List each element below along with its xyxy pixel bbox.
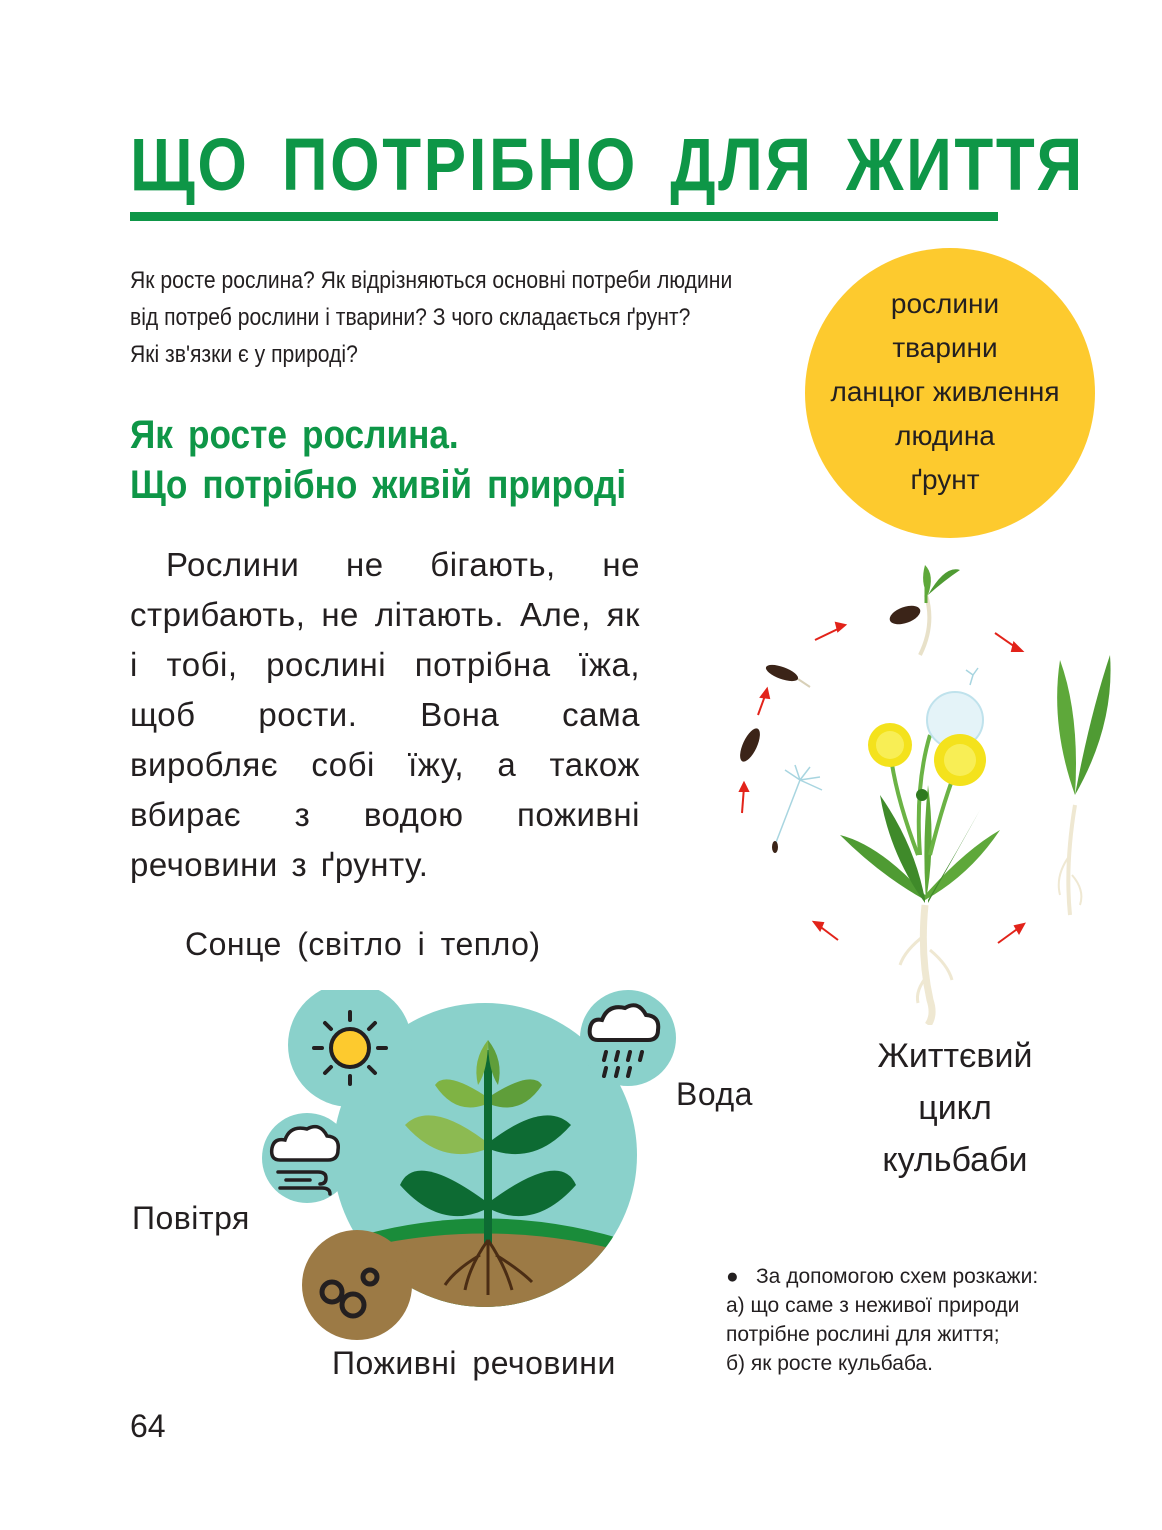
label-sun: Сонце (світло і тепло) — [185, 926, 541, 962]
task-box — [726, 1262, 1126, 1378]
subtitle-line: Як росте рослина. — [130, 413, 459, 457]
dandelion-plant — [840, 692, 1000, 1025]
young-plant — [1057, 655, 1110, 915]
keyword: ґрунт — [910, 464, 980, 495]
subtitle-line: Що потрібно живій природі — [130, 463, 627, 507]
label-nutrients: Поживні речовини — [332, 1345, 616, 1381]
seed — [736, 662, 810, 765]
task-line: б) як росте кульбаба. — [726, 1352, 933, 1375]
caption-line: Життєвий — [877, 1037, 1033, 1075]
keyword: ланцюг живлення — [830, 376, 1060, 407]
dandelion-life-cycle-illustration — [730, 555, 1130, 1025]
label-water: Вода — [676, 1076, 753, 1112]
plant-needs-diagram — [250, 990, 690, 1340]
keyword: рослини — [890, 288, 1000, 319]
page-number: 64 — [130, 1408, 166, 1444]
sprouting-seed — [887, 565, 960, 655]
body-text: Рослини не бігають, не стрибають, не літають. Але, як і тобі, рослині потрібна їжа, щоб рости. Вона сама виробляє собі їжу, а також вбирає з водою поживні речовини з ґрунту. — [130, 546, 640, 883]
intro-line: Як росте рослина? Як відрізняються основні потреби людини — [130, 267, 733, 294]
keyword: людина — [895, 420, 995, 451]
task-bullet: ● — [726, 1265, 739, 1288]
keyword: тварини — [892, 332, 998, 363]
body-paragraph — [130, 540, 640, 890]
task-line: а) що саме з неживої природи — [726, 1294, 1020, 1317]
title-underline — [130, 212, 998, 221]
caption-line: кульбаби — [882, 1141, 1028, 1179]
label-air: Повітря — [132, 1200, 250, 1236]
task-line: потрібне рослині для життя; — [726, 1323, 1000, 1346]
intro-questions — [130, 262, 746, 373]
caption-line: цикл — [918, 1089, 992, 1127]
task-line: За допомогою схем розкажи: — [756, 1265, 1039, 1288]
dandelion-caption — [850, 1030, 1060, 1186]
section-subtitle — [130, 410, 626, 510]
intro-line: Які зв'язки є у природі? — [130, 341, 358, 368]
keywords-list — [795, 282, 1095, 502]
intro-line: від потреб рослини і тварини? З чого складається ґрунт? — [130, 304, 691, 331]
page-title: ЩО ПОТРІБНО ДЛЯ ЖИТТЯ — [130, 123, 1085, 206]
